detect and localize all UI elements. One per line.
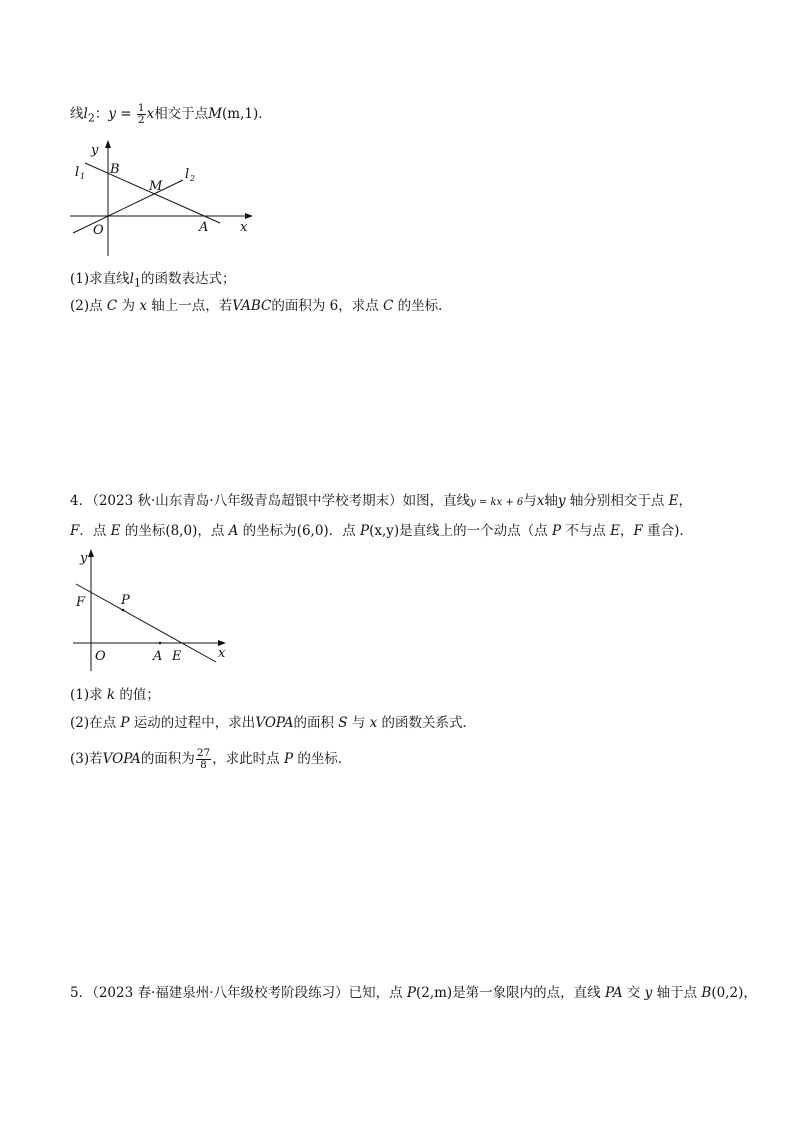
text: (3)若: [70, 751, 103, 767]
point-A: [159, 642, 162, 645]
text: 的坐标: [120, 523, 166, 539]
var-P: P: [406, 985, 416, 1001]
p3-q1: [70, 269, 235, 294]
var-E: E: [110, 523, 121, 539]
fraction-half: [137, 103, 146, 126]
text: 重合)．: [642, 523, 693, 539]
text: 相交于点: [154, 106, 209, 122]
text: 运动的过程中，求出: [129, 715, 256, 731]
equals: =: [115, 106, 136, 122]
equation: y = kx + 6: [470, 497, 524, 508]
text: 的坐标．: [293, 751, 352, 767]
coordinate: (2,m): [415, 985, 453, 1001]
text: (1)求: [70, 687, 107, 703]
label-l1-sub: 1: [80, 172, 86, 181]
label-x: x: [218, 646, 226, 661]
text: ，点: [197, 523, 229, 539]
p3-intro-line: [70, 103, 272, 129]
line-l2: [73, 180, 183, 233]
var-y: y: [108, 106, 116, 122]
frac-denominator: 8: [200, 759, 207, 771]
label-O: O: [95, 649, 106, 664]
label-l2: l: [185, 167, 190, 182]
var-E: E: [668, 493, 679, 509]
var-S: S: [338, 715, 348, 731]
text: 轴: [544, 493, 558, 509]
frac-denominator: 2: [137, 114, 145, 126]
text: 与: [523, 493, 537, 509]
coordinate: (x,y): [369, 523, 400, 539]
text: 的坐标为: [238, 523, 297, 539]
point-P: [122, 609, 125, 612]
text: 的值；: [115, 687, 160, 703]
var-l: l: [129, 271, 134, 287]
label-E: E: [172, 649, 182, 664]
problem-number: 4．: [70, 493, 93, 509]
var-x: x: [146, 106, 155, 122]
label-y: y: [91, 143, 99, 158]
var-PA: PA: [604, 985, 623, 1001]
text: 是直线上的一个动点（点: [399, 523, 552, 539]
text: 的面积为: [140, 751, 195, 767]
label-F: F: [76, 595, 86, 610]
triangle-OPA: VOPA: [102, 751, 141, 767]
label-B: B: [110, 162, 120, 177]
label-y: y: [80, 551, 88, 566]
text: ，求此时点: [212, 751, 284, 767]
text: (2)点: [70, 298, 107, 314]
text: 线: [70, 106, 84, 122]
text: 的面积为 6，求点: [271, 298, 384, 314]
var-y: y: [557, 493, 566, 509]
coordinate: (0,2): [711, 985, 744, 1001]
var-x: x: [139, 298, 147, 314]
subscript: 1: [133, 276, 141, 290]
text: 为: [117, 298, 140, 314]
label-P: P: [121, 593, 130, 608]
text: 轴上一点，若: [146, 298, 233, 314]
text: ，: [620, 523, 634, 539]
var-A: A: [228, 523, 239, 539]
text: ：: [94, 106, 109, 122]
text: 交: [622, 985, 645, 1001]
text: 的函数表达式；: [140, 271, 236, 287]
var-C: C: [106, 298, 118, 314]
var-F: F: [70, 523, 80, 539]
y-axis-arrow: [88, 549, 94, 557]
coordinate: (m,1): [222, 106, 259, 122]
p4-line1: [70, 491, 692, 513]
text: (1)求直线: [70, 271, 130, 287]
text: (2)在点: [70, 715, 121, 731]
label-A: A: [199, 220, 209, 235]
p5-line1: [70, 983, 757, 1003]
label-l2-sub: 2: [190, 174, 196, 183]
problem-number: 5．: [70, 985, 93, 1001]
text: ，: [743, 985, 757, 1001]
p4-line2: [70, 521, 693, 541]
var-k: k: [106, 687, 116, 703]
text: ．点: [79, 523, 111, 539]
var-P: P: [283, 751, 294, 767]
var-M: M: [208, 106, 223, 122]
coordinate: (6,0): [296, 523, 329, 539]
text: 的面积: [293, 715, 339, 731]
text: 轴分别相交于点: [565, 493, 669, 509]
p4-figure: [68, 546, 238, 671]
text: 是第一象限内的点，直线: [452, 985, 605, 1001]
text: ．点: [328, 523, 360, 539]
triangle-OPA: VOPA: [255, 715, 294, 731]
p3-q2: [70, 296, 452, 316]
var-x: x: [369, 715, 378, 731]
var-P: P: [120, 715, 130, 731]
text: ，: [678, 493, 692, 509]
var-l: l: [83, 106, 88, 122]
var-P: P: [360, 523, 370, 539]
label-M: M: [149, 179, 163, 194]
var-P: P: [551, 523, 562, 539]
var-E: E: [610, 523, 621, 539]
p4-q1: [70, 685, 160, 705]
text: 轴于点: [652, 985, 702, 1001]
p3-figure: [65, 138, 260, 258]
x-axis-arrow: [245, 213, 253, 219]
text: ．: [258, 106, 272, 122]
text: 的坐标．: [393, 298, 452, 314]
var-y: y: [644, 985, 653, 1001]
text: （2023 秋·山东青岛·八年级青岛超银中学校考期末）如图，直线: [92, 493, 471, 509]
label-O: O: [93, 223, 104, 238]
var-C: C: [383, 298, 394, 314]
subscript: 2: [87, 111, 95, 125]
label-x: x: [240, 220, 248, 235]
label-A: A: [153, 649, 163, 664]
var-F: F: [633, 523, 643, 539]
var-x: x: [536, 493, 545, 509]
text: 的函数关系式．: [377, 715, 477, 731]
label-l1: l: [75, 165, 80, 180]
triangle-ABC: VABC: [232, 298, 272, 314]
coordinate: (8,0): [165, 523, 198, 539]
text: 不与点: [561, 523, 611, 539]
y-axis-arrow: [105, 140, 111, 148]
frac-numerator: 27: [196, 747, 211, 759]
p4-q2: [70, 713, 476, 733]
var-B: B: [701, 985, 712, 1001]
p4-q3: [70, 748, 351, 771]
frac-numerator: 1: [137, 102, 145, 114]
text: 与: [347, 715, 370, 731]
fraction-27-8: [196, 748, 211, 771]
text: （2023 春·福建泉州·八年级校考阶段练习）已知，点: [92, 985, 407, 1001]
